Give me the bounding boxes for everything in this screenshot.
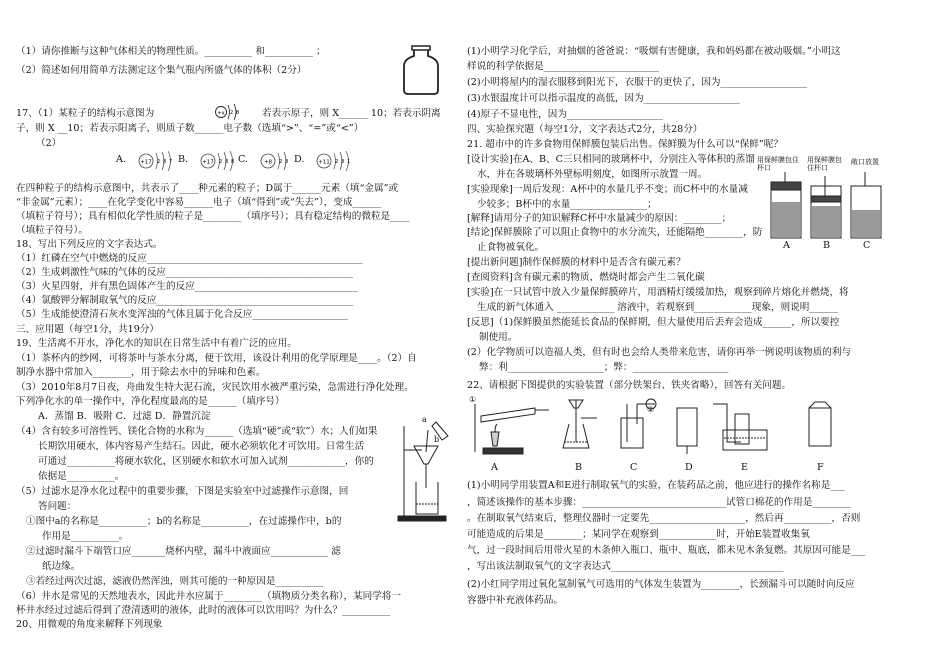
svg-text:+17: +17 <box>140 159 152 166</box>
q19-4b: 长期饮用硬水，体内容易产生结石。因此，硬水必须软化才可饮用。日常生活 <box>38 441 365 452</box>
q22-1f: ，写出该法制取氧气的文字表达式____________________________________ <box>467 561 784 572</box>
q22-2b: 容器中补充液体药品。 <box>467 595 563 606</box>
section-3-heading: 三、应用题（每空1分，共19分） <box>16 324 160 335</box>
q20-2: (2)小明将屋内的湿衣服移到阳光下，衣服干的更快了，因为__________________ <box>467 77 807 88</box>
q21-experiment-b: 生成的新气体通入 ____________ 溶液中，若观察到____________现象，则说明______ <box>477 302 839 313</box>
q19-2: 制净水器中常加入________，用于除去水中的异味和色素。 <box>16 367 266 378</box>
atom-label-b: B. <box>178 154 189 165</box>
mark-2: ② <box>647 405 655 414</box>
q20-1: (1)小明学习化学后，对抽烟的爸爸说：“吸烟有害健康，我和妈妈都在被动吸烟。”小明这 <box>467 46 841 57</box>
q19-3: （3）2010年8月7日夜，舟曲发生特大泥石流，灾民饮用水被严重污染，急需进行净化处理。 <box>16 382 414 393</box>
q17-part2: （2） <box>36 138 62 149</box>
q21-design: [设计实验]在A、B、C三只相同的玻璃杯中，分别注入等体积的蒸馏 <box>467 154 755 165</box>
q18-2: （2）生成刺激性气味的气体的反应_______________________________________ <box>16 267 354 278</box>
q19-6b: 杯井水经过过滤后得到了澄清透明的液体，此时的液体可以饮用吗？为什么？__________ <box>16 605 391 616</box>
apparatus-a: A <box>491 462 498 473</box>
apparatus-f: F <box>817 462 824 473</box>
atom-a-icon <box>139 151 172 171</box>
atom-d-icon <box>317 151 350 171</box>
svg-text:2: 2 <box>230 110 234 116</box>
q21-design-b: 水，并在各玻璃杯外壁标明刻度，如图所示放置一周。 <box>477 169 708 180</box>
svg-text:+11: +11 <box>318 159 330 166</box>
svg-text:8: 8 <box>231 159 235 165</box>
apparatus-b: B <box>575 462 583 473</box>
q20-4: (4)原子不显电性，因为____________________ <box>467 109 663 120</box>
q19-1: （1）茶杯内的纱网，可将茶叶与茶水分离，便于饮用，该设计利用的化学原理是____。（2）自 <box>16 353 417 364</box>
q19-4d: 依据是__________。 <box>38 471 125 482</box>
q20-3: (3)水银温度计可以指示温度的高低，因为____________________ <box>467 93 740 104</box>
q-gas-property: （1）请你推断与这种气体相关的物理性质。__________ 和__________ ； <box>16 46 326 57</box>
q21-explain: [解释]请用分子的知识解释C杯中水量减少的原因：________； <box>467 213 732 224</box>
cup-caption-b: 用保鲜膜包住杯口 <box>807 156 842 172</box>
q19-4: （4）含有较多可溶性钙、镁化合物的水称为______（选填“硬”或“软”）水；人们如果 <box>16 426 378 437</box>
q19-5-1: ①图中a的名称是__________；b的名称是__________，在过滤操作中，b的 <box>26 516 342 527</box>
q19-options: A．蒸馏 B．吸附 C．过滤 D．静置沉淀 <box>38 411 211 422</box>
q19-5-1b: 作用是__________。 <box>42 531 129 542</box>
q20-title: 20、用微观的角度来解释下列现象 <box>16 619 163 630</box>
q22-intro: 22、请根据下图提供的实验装置（部分铁架台、铁夹省略），回答有关问题。 <box>467 380 792 391</box>
svg-text:2: 2 <box>279 159 283 165</box>
cup-letter-a: A <box>783 240 790 251</box>
q20-1b: 样说的科学依据是________________________ <box>467 61 659 72</box>
q17-condition: 若表示原子，则 X______ 10；若表示阴离 <box>262 108 441 119</box>
atom-label-a: A. <box>116 154 126 165</box>
svg-text:2: 2 <box>219 159 223 165</box>
q21-phenomenon-b: 少较多；B杯中的水量________________； <box>477 199 657 210</box>
q21-reflect-1: [反思]（1)保鲜膜虽然能延长食品的保鲜期，但大量使用后丢弃会造成______，所以要控 <box>467 317 840 328</box>
q18-4: （4）氯酸钾分解制取氧气的反应_________________________________________ <box>16 295 354 306</box>
q-gas-volume: （2）简述如何用简单方法测定这个集气瓶内所盛气体的体积（2分） <box>16 65 307 76</box>
q18-5: （5）生成能使澄清石灰水变浑浊的气体且属于化合反应____________________ <box>16 309 349 320</box>
q21-reference: [查阅资料]含有碳元素的物质，燃烧时都会产生二氧化碳 <box>467 272 705 283</box>
q18-title: 18、写出下列反应的文字表达式。 <box>16 239 163 250</box>
q17-similar: （填粒子符号）；具有相似化学性质的粒子是________（填序号）；具有稳定结构的微粒是____ <box>16 211 410 222</box>
q22-1e: 气，过一段时间后用带火星的木条伸入瓶口、瓶中、瓶底，都未见木条复燃。其原因可能是___ <box>467 545 866 556</box>
funnel-label-a: a <box>422 415 427 424</box>
q18-1: （1）红磷在空气中燃烧的反应_____________________________________________ <box>16 253 363 264</box>
q17-symbol: （填粒子符号）。 <box>16 225 88 236</box>
cup-caption-c: 敞口放置 <box>851 158 879 166</box>
svg-text:8: 8 <box>341 159 345 165</box>
q17-elements: 在四种粒子的结构示意图中，共表示了____种元素的粒子；D属于______元素（填“金属”或 <box>16 183 399 194</box>
q21-intro: 21. 超市中的许多食物用保鲜膜包装后出售。保鲜膜为什么可以“保鲜”呢？ <box>467 139 783 150</box>
cup-letter-c: C <box>863 240 871 251</box>
apparatus-e: E <box>741 462 749 473</box>
q21-conclusion-b: 止食物被氧化。 <box>477 242 545 253</box>
svg-text:2: 2 <box>157 159 161 165</box>
svg-text:8: 8 <box>285 159 289 165</box>
svg-text:8: 8 <box>236 110 240 116</box>
q19-5: （5）过滤水是净水化过程中的重要步骤，下图是实验室中过滤操作示意图，回 <box>16 486 349 497</box>
filtration-diagram <box>396 416 456 524</box>
q19-intro: 19、生活离不开水，净化水的知识在日常生活中有着广泛的应用。 <box>16 338 297 349</box>
apparatus-c: C <box>630 462 638 473</box>
q18-3: （3）火星四射，并有黑色固体产生的反应__________________________________ <box>16 281 358 292</box>
section-4-heading: 四、实验探究题（每空1分，文字表达式2分，共28分） <box>467 124 703 135</box>
svg-text:8: 8 <box>225 159 229 165</box>
q19-4c: 可通过__________将硬水软化，区别硬水和软水可加入试剂____________，你的 <box>38 456 374 467</box>
q21-reflect-2b: 弊：利____________________；弊：____________________ <box>479 362 729 373</box>
svg-text:+8: +8 <box>263 159 273 166</box>
q21-new-question: [提出新问题]制作保鲜膜的材料中是否含有碳元素？ <box>467 257 686 268</box>
q19-5-2: ②过滤时漏斗下端管口应_______烧杯内壁，漏斗中液面应____________ 滤 <box>26 546 341 557</box>
q17-ion: 子，则 X __10；若表示阳离子，则质子数______电子数（选填“>”、“=”或“<”） <box>16 123 364 134</box>
gas-jar-icon <box>400 44 442 96</box>
atom-c-icon <box>261 152 288 170</box>
q17-electrons: “非金属”元素）；____在化学变化中容易______电子（填“得到”或“失去”），变成______ <box>16 197 382 208</box>
q21-experiment: [实验]在一只试管中放入少量保鲜膜碎片，用酒精灯缓缓加热，观察到碎片熔化并燃烧，将 <box>467 287 849 298</box>
q22-1c: 。在制取氧气结束后，整理仪器时一定要先____________________，然后再__________，否则 <box>467 513 861 524</box>
svg-text:+x: +x <box>217 110 225 117</box>
q21-reflect-2: (2）化学物质可以造福人类，但有时也会给人类带来危害，请你再举一例说明该物质的利与 <box>467 347 852 358</box>
svg-text:+17: +17 <box>202 159 214 166</box>
gas-apparatus-diagram <box>465 394 905 464</box>
q22-2: (2)小红同学用过氧化氢制氧气可选用的气体发生装置为________，长颈漏斗可以随时向反应 <box>467 579 855 590</box>
q21-phenomenon: [实验现象]一周后发现：A杯中的水量几乎不变；而C杯中的水量减 <box>467 184 748 195</box>
atom-label-d: D. <box>294 154 305 165</box>
svg-text:7: 7 <box>169 159 173 165</box>
funnel-label-b: b <box>434 435 440 444</box>
cup-caption-a: 用保鲜膜包住杯口 <box>757 156 799 172</box>
q19-5b: 答问题： <box>38 501 77 512</box>
atom-b-icon <box>201 151 234 171</box>
atom-structure-x-icon <box>213 102 243 122</box>
cup-letter-b: B <box>823 240 831 251</box>
svg-text:8: 8 <box>163 159 167 165</box>
q19-5-3: ③若经过两次过滤，滤液仍然浑浊，则其可能的一种原因是__________ <box>26 576 324 587</box>
atom-label-c: C. <box>238 154 249 165</box>
q22-1d: 可能造成的后果是________；某同学在观察到____________时，开始E装置收集氧 <box>467 529 810 540</box>
q22-1: (1)小明同学用装置A和E进行制取氧气的实验，在装药品之前，他应进行的操作名称是___ <box>467 480 845 491</box>
q19-6: （6）井水是常见的天然地表水，因此井水应属于________（填物质分类名称），某同学将一 <box>16 591 402 602</box>
q21-conclusion: [结论]保鲜膜除了可以阻止食物中的水分流失，还能隔绝________，防 <box>467 227 763 238</box>
mark-1: ① <box>469 395 477 404</box>
q19-3b: 下列净化水的单一操作中，净化程度最高的是______（填序号） <box>16 396 285 407</box>
q17-intro: 17、（1）某粒子的结构示意图为 <box>16 108 155 119</box>
q22-1b: ，简述该操作的基本步骤：______________________________试管口棉花的作用是________ <box>467 497 851 508</box>
apparatus-d: D <box>685 462 693 473</box>
svg-text:1: 1 <box>347 159 351 165</box>
q21-reflect-1b: 制使用。 <box>479 332 518 343</box>
q19-5-2b: 纸边缘。 <box>42 561 81 572</box>
svg-text:2: 2 <box>335 159 339 165</box>
